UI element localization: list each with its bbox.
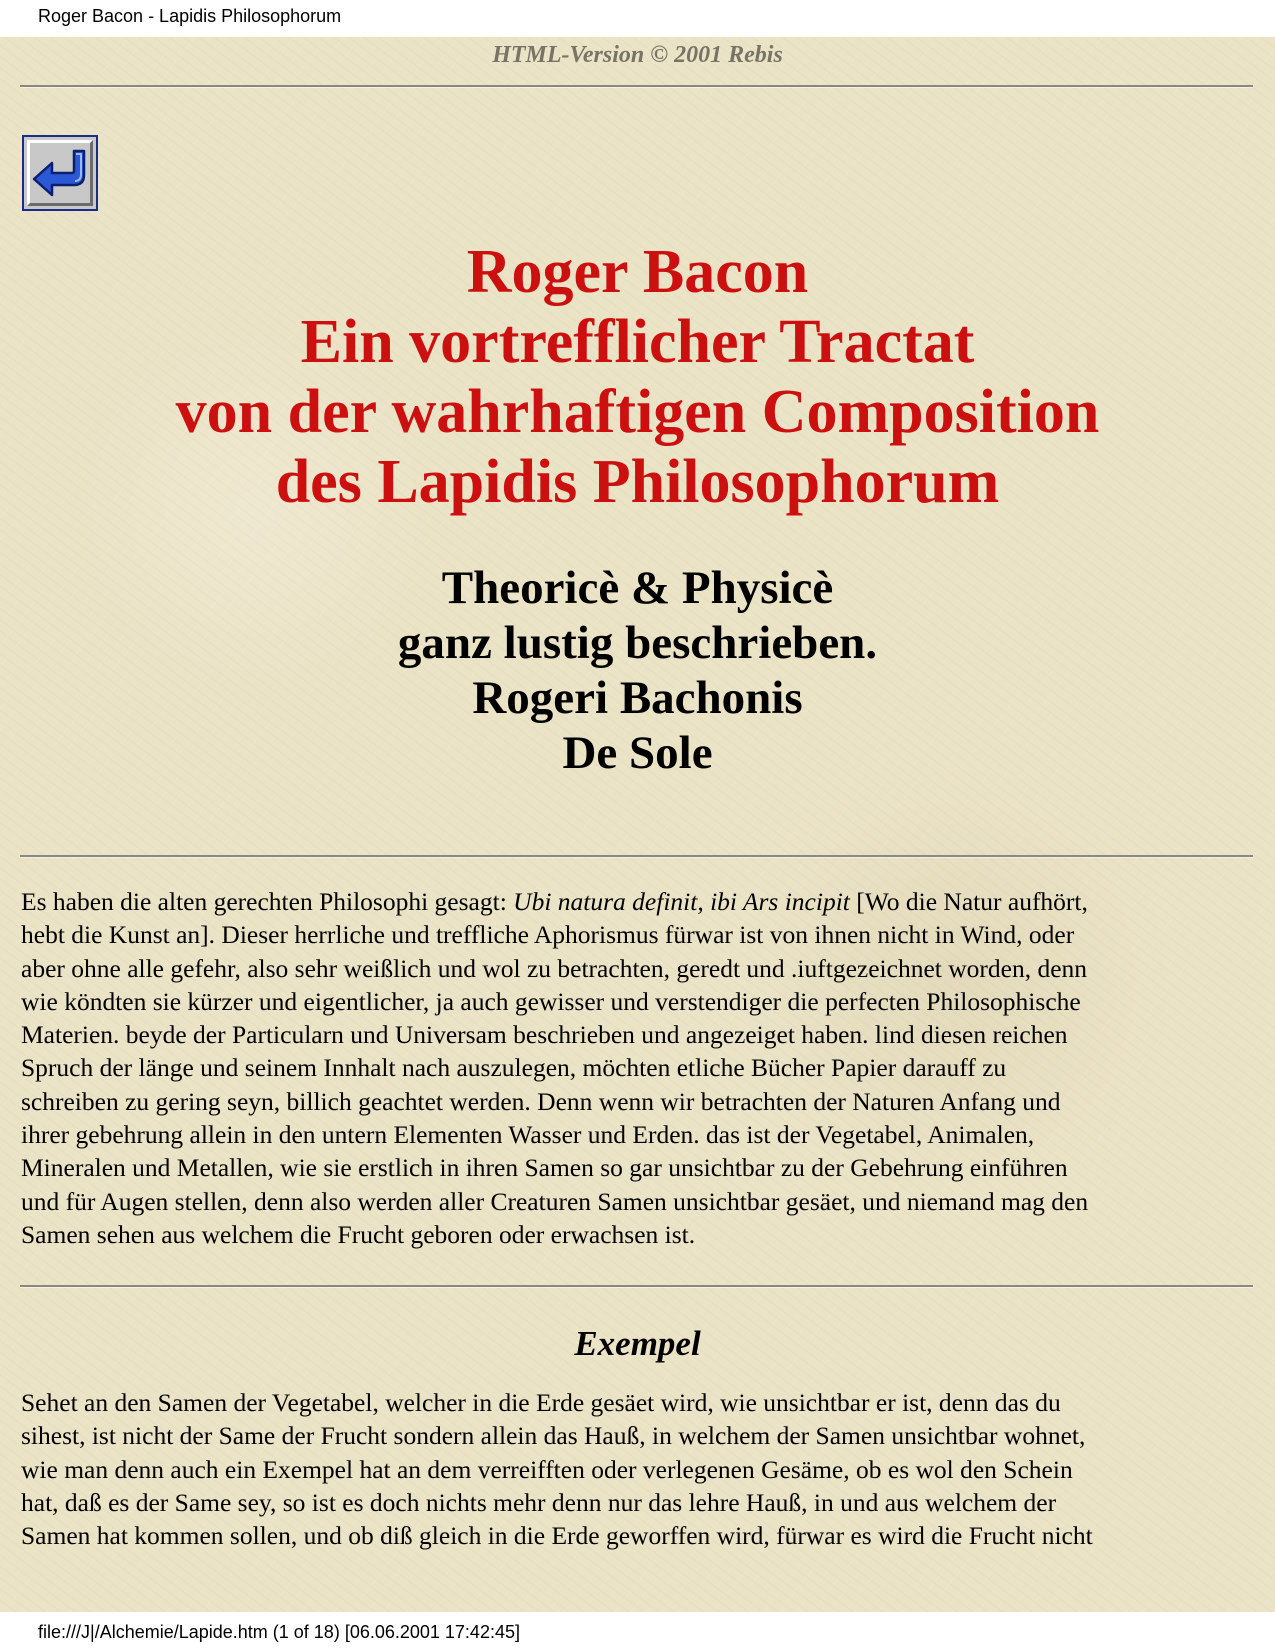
credit-line: HTML-Version © 2001 Rebis xyxy=(492,42,783,68)
title-line: Roger Bacon xyxy=(466,238,809,306)
subtitle-line: De Sole xyxy=(562,727,713,779)
page-content xyxy=(0,37,1275,1612)
paragraph-line: und für Augen stellen, denn also werden aller Creaturen Samen unsichtbar gesäet, und niemand mag den xyxy=(21,1186,1089,1216)
paragraph-line: aber ohne alle gefehr, also sehr weißlich und wol zu betrachten, geredt und .iuftgezeichnet worden, denn xyxy=(21,953,1088,983)
paragraph-line: hebt die Kunst an]. Dieser herrliche und treffliche Aphorismus fürwar ist von ihnen nicht in Wind, oder xyxy=(21,920,1075,950)
paragraph-line: Materien. beyde der Particularn und Universam beschrieben und angezeiget haben. lind diesen reichen xyxy=(21,1020,1068,1050)
print-header: Roger Bacon - Lapidis Philosophorum xyxy=(38,6,342,26)
text-run: Es haben die alten gerechten Philosophi gesagt: xyxy=(21,887,514,916)
paragraph-line: wie köndten sie kürzer und eigentlicher, ja auch gewisser und verstendiger die perfecten Philosophische xyxy=(21,986,1081,1016)
paragraph-line: wie man denn auch ein Exempel hat an dem verreifften oder verlegenen Gesäme, ob es wol den Schein xyxy=(21,1454,1073,1484)
paragraph-line: sihest, ist nicht der Same der Frucht sondern allein das Hauß, in welchem der Samen unsichtbar wohnet, xyxy=(21,1421,1086,1451)
paragraph-line: Samen hat kommen sollen, und ob diß gleich in die Erde geworffen wird, fürwar es wird die Frucht nicht xyxy=(21,1521,1093,1551)
divider xyxy=(20,855,1253,858)
paragraph-line: Spruch der länge und seinem Innhalt nach auszulegen, möchten etliche Bücher Papier darauff zu xyxy=(21,1053,1007,1083)
main-title xyxy=(0,237,1275,517)
subtitle-line: ganz lustig beschrieben. xyxy=(397,617,878,669)
divider xyxy=(20,1285,1253,1288)
title-line: von der wahrhaftigen Composition xyxy=(175,378,1100,446)
back-button[interactable] xyxy=(22,135,98,211)
back-arrow-icon xyxy=(30,145,90,201)
subtitle xyxy=(0,561,1275,781)
print-footer: file:///J|/Alchemie/Lapide.htm (1 of 18) [06.06.2001 17:42:45] xyxy=(38,1622,520,1642)
subtitle-line: Rogeri Bachonis xyxy=(472,672,803,724)
paragraph-line xyxy=(21,885,1261,918)
intro-paragraph xyxy=(21,885,1261,1251)
paragraph-line: Mineralen und Metallen, wie sie erstlich in ihren Samen so gar unsichtbar zu der Gebehrung einführen xyxy=(21,1153,1068,1183)
title-line: des Lapidis Philosophorum xyxy=(275,448,1000,516)
section-heading: Exempel xyxy=(574,1324,701,1363)
text-run: [Wo die Natur aufhört, xyxy=(849,887,1088,916)
subtitle-line: Theoricè & Physicè xyxy=(441,562,834,614)
paragraph-line: schreiben zu gering seyn, billich geachtet werden. Denn wenn wir betrachten der Naturen Anfang und xyxy=(21,1086,1061,1116)
divider xyxy=(20,85,1253,88)
paragraph-line: Sehet an den Samen der Vegetabel, welcher in die Erde gesäet wird, wie unsichtbar er ist, denn das du xyxy=(21,1388,1061,1417)
paragraph-line: hat, daß es der Same sey, so ist es doch nichts mehr denn nur das lehre Hauß, in und aus welchem der xyxy=(21,1487,1057,1517)
paragraph-line: Samen sehen aus welchem die Frucht geboren oder erwachsen ist. xyxy=(21,1219,696,1249)
paragraph-line: ihrer gebehrung allein in den untern Elementen Wasser und Erden. das ist der Vegetabel, Animalen, xyxy=(21,1120,1035,1150)
latin-quote: Ubi natura definit, ibi Ars incipit xyxy=(513,887,850,916)
title-line: Ein vortrefflicher Tractat xyxy=(300,308,975,376)
example-paragraph xyxy=(21,1386,1261,1552)
